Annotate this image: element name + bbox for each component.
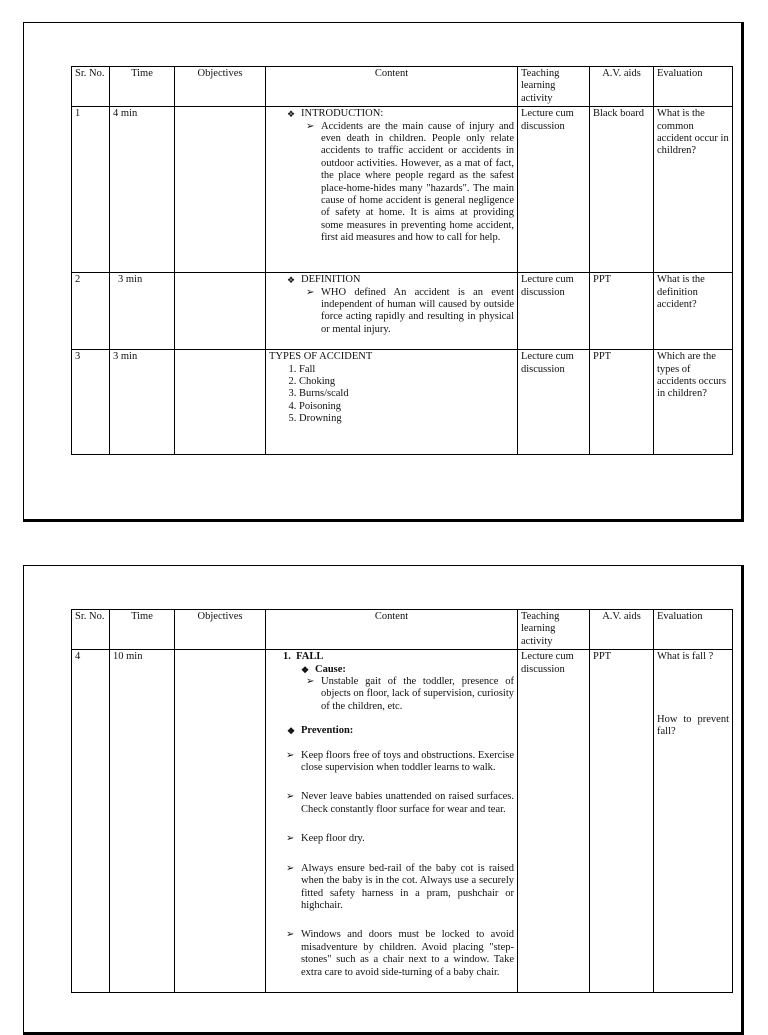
header-sr-no: Sr. No.	[72, 67, 110, 107]
cause-text: ➢ Unstable gait of the toddler, presence of objects on floor, lack of supervision, curiosity of the children, etc.	[321, 676, 514, 713]
row-content	[266, 350, 518, 455]
header-av-aids: A.V. aids	[590, 67, 654, 107]
list-item: 4. Poisoning	[299, 401, 514, 413]
table-row	[72, 107, 733, 273]
list-item: 1. Fall	[299, 364, 514, 376]
row-evaluation: What is the common accident occur in children?	[654, 107, 733, 273]
list-item: ➢ Windows and doors must be locked to avoid misadventure by children. Avoid placing "step-stones" such as a chair next to a window. Take extra care to avoid side-turning of a baby chair.	[301, 929, 514, 979]
list-item: 3. Burns/scald	[299, 388, 514, 400]
header-content: Content	[266, 610, 518, 650]
lesson-plan-table-1	[71, 66, 733, 455]
content-paragraph: ➢ WHO defined An accident is an event independent of human will caused by outside force acting rapidly and resulting in physical or mental injury.	[321, 287, 514, 337]
row-teaching: Lecture cum discussion	[518, 650, 590, 993]
header-time: Time	[110, 67, 175, 107]
row-sr: 3	[72, 350, 110, 455]
header-av-aids: A.V. aids	[590, 610, 654, 650]
row-av: Black board	[590, 107, 654, 273]
table-row	[72, 273, 733, 350]
header-evaluation: Evaluation	[654, 67, 733, 107]
row-time: 3 min	[110, 273, 175, 350]
content-paragraph: ➢ Accidents are the main cause of injury and even death in children. People only relate accidents to traffic accident or accidents in outdoor activities. However, as a mat of fact, the place where people regard as the safest place-home-hides many "hazards". The main cause of home accident is general negligence of safety at home. It is aims at providing some measures in preventing home accident, first aid measures and how to call for help.	[321, 121, 514, 245]
list-item: ➢ Always ensure bed-rail of the baby cot is raised when the baby is in the cot. Always use a securely fitted safety harness in a pram, pushchair or highchair.	[301, 863, 514, 913]
prevention-list	[281, 750, 514, 979]
lesson-plan-table-2	[71, 609, 733, 993]
prevention-heading: ❖ Prevention:	[301, 725, 514, 737]
row-time: 4 min	[110, 107, 175, 273]
row-content	[266, 107, 518, 273]
row-av: PPT	[590, 350, 654, 455]
row-objectives	[175, 107, 266, 273]
section-heading: ❖ INTRODUCTION:	[301, 108, 514, 120]
table-row	[72, 350, 733, 455]
row-evaluation: What is the definition accident?	[654, 273, 733, 350]
header-objectives: Objectives	[175, 610, 266, 650]
evaluation-question: How to prevent fall?	[657, 713, 729, 738]
table-row	[72, 650, 733, 993]
list-item: ➢ Keep floors free of toys and obstructions. Exercise close supervision when toddler learns to walk.	[301, 750, 514, 775]
table-header-row	[72, 610, 733, 650]
row-objectives	[175, 650, 266, 993]
row-av: PPT	[590, 273, 654, 350]
row-time: 3 min	[110, 350, 175, 455]
row-teaching: Lecture cum discussion	[518, 273, 590, 350]
list-item: 2. Choking	[299, 376, 514, 388]
cause-heading: ❖ Cause:	[315, 664, 514, 676]
row-objectives	[175, 273, 266, 350]
row-sr: 2	[72, 273, 110, 350]
header-teaching-activity: Teaching learning activity	[518, 610, 590, 650]
row-sr: 1	[72, 107, 110, 273]
section-title: 1. FALL	[283, 651, 324, 663]
list-item: ➢ Never leave babies unattended on raised surfaces. Check constantly floor surface for wear and tear.	[301, 791, 514, 816]
header-content: Content	[266, 67, 518, 107]
table-header-row	[72, 67, 733, 107]
row-evaluation: Which are the types of accidents occurs in children?	[654, 350, 733, 455]
row-teaching: Lecture cum discussion	[518, 107, 590, 273]
accident-types-list	[269, 364, 514, 426]
row-sr: 4	[72, 650, 110, 993]
section-heading: ❖ DEFINITION	[301, 274, 514, 286]
header-sr-no: Sr. No.	[72, 610, 110, 650]
row-content	[266, 650, 518, 993]
row-av: PPT	[590, 650, 654, 993]
list-item: ➢ Keep floor dry.	[301, 833, 514, 845]
row-content	[266, 273, 518, 350]
row-teaching: Lecture cum discussion	[518, 350, 590, 455]
header-objectives: Objectives	[175, 67, 266, 107]
header-time: Time	[110, 610, 175, 650]
list-item: 5. Drowning	[299, 413, 514, 425]
evaluation-question: What is fall ?	[657, 651, 714, 663]
row-evaluation	[654, 650, 733, 993]
header-evaluation: Evaluation	[654, 610, 733, 650]
header-teaching-activity: Teaching learning activity	[518, 67, 590, 107]
section-heading: TYPES OF ACCIDENT	[269, 351, 373, 363]
row-time: 10 min	[110, 650, 175, 993]
row-objectives	[175, 350, 266, 455]
